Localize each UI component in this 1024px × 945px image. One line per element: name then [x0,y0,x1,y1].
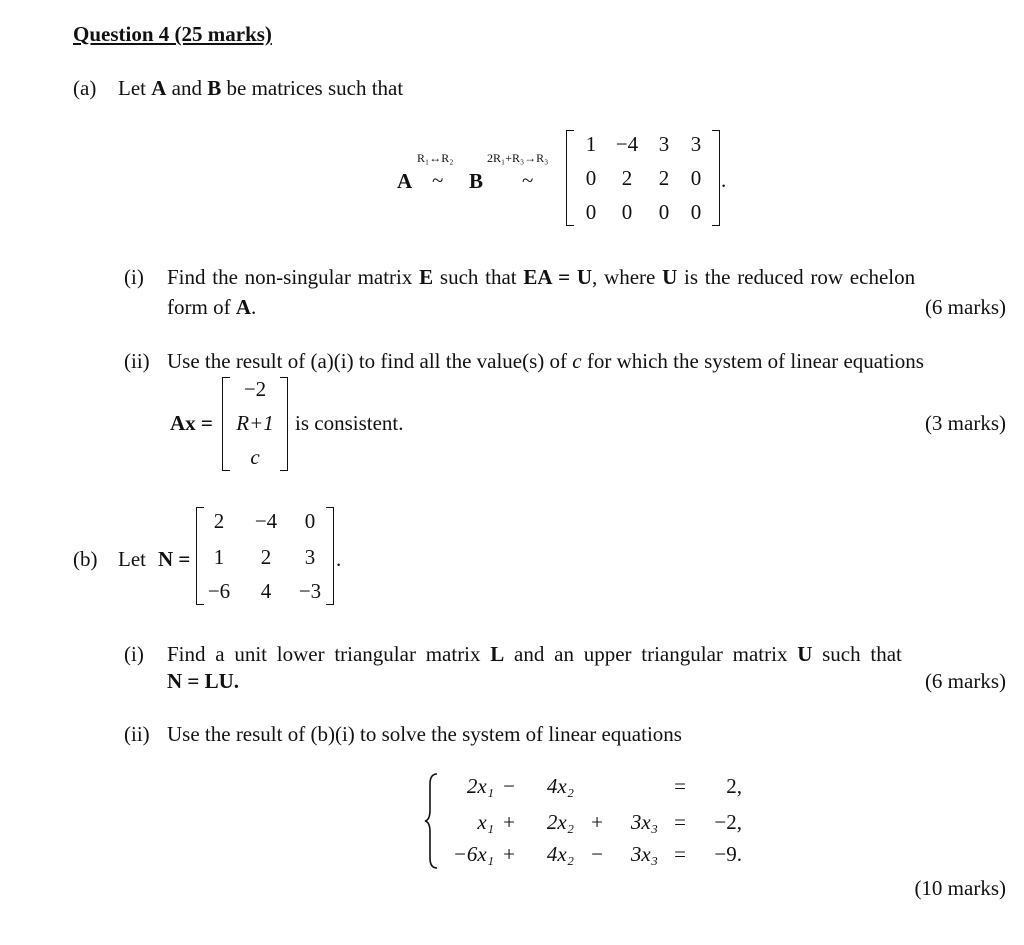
vector-cell: −2 [243,377,267,401]
matrix-cell: 2 [658,166,670,190]
matrix-cell: 3 [690,132,702,156]
matrix-cell: −3 [298,579,322,603]
matrix-cell: 4 [260,579,272,603]
eq2-term2: 2x₂ [546,810,574,834]
row-op-add: 2R₁+R₃→R₃ [487,151,549,165]
part-a-label: (a) [73,76,97,100]
eq1-term2: 4x₂ [546,774,574,798]
matrix-A-symbol: A [397,169,413,193]
eq2-term3: 3x₃ [630,810,658,834]
row-equivalence-tilde-1: ~ [432,168,444,192]
part-a-i-line2: form of A. [167,295,257,319]
eq3-term1: −6x₁ [452,842,494,866]
matrix-cell: 0 [585,166,597,190]
matrix-cell: −4 [615,132,639,156]
part-b-let: Let [118,547,146,571]
matrix-cell: 3 [658,132,670,156]
question-title: Question 4 (25 marks) [73,22,272,46]
eq3-term3: 3x₃ [630,842,658,866]
vector-cell: c [250,445,260,469]
part-b-ii-label: (ii) [124,722,150,746]
matrix-cell: 0 [304,509,316,533]
matrix-period: . [721,168,727,192]
part-a-intro: Let A and B be matrices such that [118,76,404,100]
eq3-equals: = [674,842,686,866]
system-lhs-Ax: Ax = [170,411,213,435]
eq1-op1: − [503,774,515,798]
part-b-i-line2: N = LU. [167,669,240,693]
matrix-cell: −6 [207,579,231,603]
part-a-i-line1: Find the non-singular matrix E such that EA = U, where U is the reduced row echelon [167,265,916,289]
part-b-ii-marks: (10 marks) [914,876,1006,900]
matrix-reduced-form [566,130,720,228]
part-b-ii-line1: Use the result of (b)(i) to solve the system of linear equations [167,722,682,746]
matrix-N-eq: N = [158,547,191,571]
matrix-cell: 2 [260,545,272,569]
part-a-i-marks: (6 marks) [924,295,1006,319]
matrix-N [196,507,334,607]
eq1-term1: 2x₁ [466,774,494,798]
row-op-swap: R₁↔R₂ [417,151,454,165]
eq3-term2: 4x₂ [546,842,574,866]
matrix-cell: 2 [213,509,225,533]
matrix-cell: −4 [254,509,278,533]
matrix-cell: 2 [621,166,633,190]
eq1-equals: = [674,774,686,798]
vector-cell: R+1 [236,411,274,435]
matrix-cell: 0 [690,166,702,190]
eq3-op2: − [591,842,603,866]
part-a-ii-tail: is consistent. [295,411,404,435]
eq2-op2: + [591,810,603,834]
part-b-label: (b) [73,547,98,571]
matrix-cell: 0 [621,200,633,224]
matrix-cell: 1 [213,545,225,569]
rhs-vector [222,377,288,473]
eq2-op1: + [503,810,515,834]
part-a-ii-line1: Use the result of (a)(i) to find all the value(s) of c for which the system of linear equations [167,349,924,373]
eq3-op1: + [503,842,515,866]
eq1-rhs: 2, [726,774,742,798]
matrix-cell: 0 [690,200,702,224]
part-a-ii-marks: (3 marks) [924,411,1006,435]
eq2-rhs: −2, [714,810,742,834]
eq3-rhs: −9. [714,842,742,866]
part-a-i-label: (i) [124,265,144,289]
row-equivalence-tilde-2: ~ [522,168,534,192]
matrix-cell: 0 [585,200,597,224]
part-b-i-marks: (6 marks) [924,669,1006,693]
matrix-cell: 0 [658,200,670,224]
part-b-i-label: (i) [124,642,144,666]
bracket-right [712,130,720,226]
matrix-N-period: . [336,547,342,571]
matrix-cell: 1 [585,132,597,156]
part-a-ii-label: (ii) [124,349,150,373]
bracket-left [566,130,574,226]
eq2-term1: x₁ [477,810,494,834]
matrix-cell: 3 [304,545,316,569]
eq2-equals: = [674,810,686,834]
part-b-i-line1: Find a unit lower triangular matrix L and an upper triangular matrix U such that [167,642,902,666]
matrix-B-symbol: B [469,169,484,193]
